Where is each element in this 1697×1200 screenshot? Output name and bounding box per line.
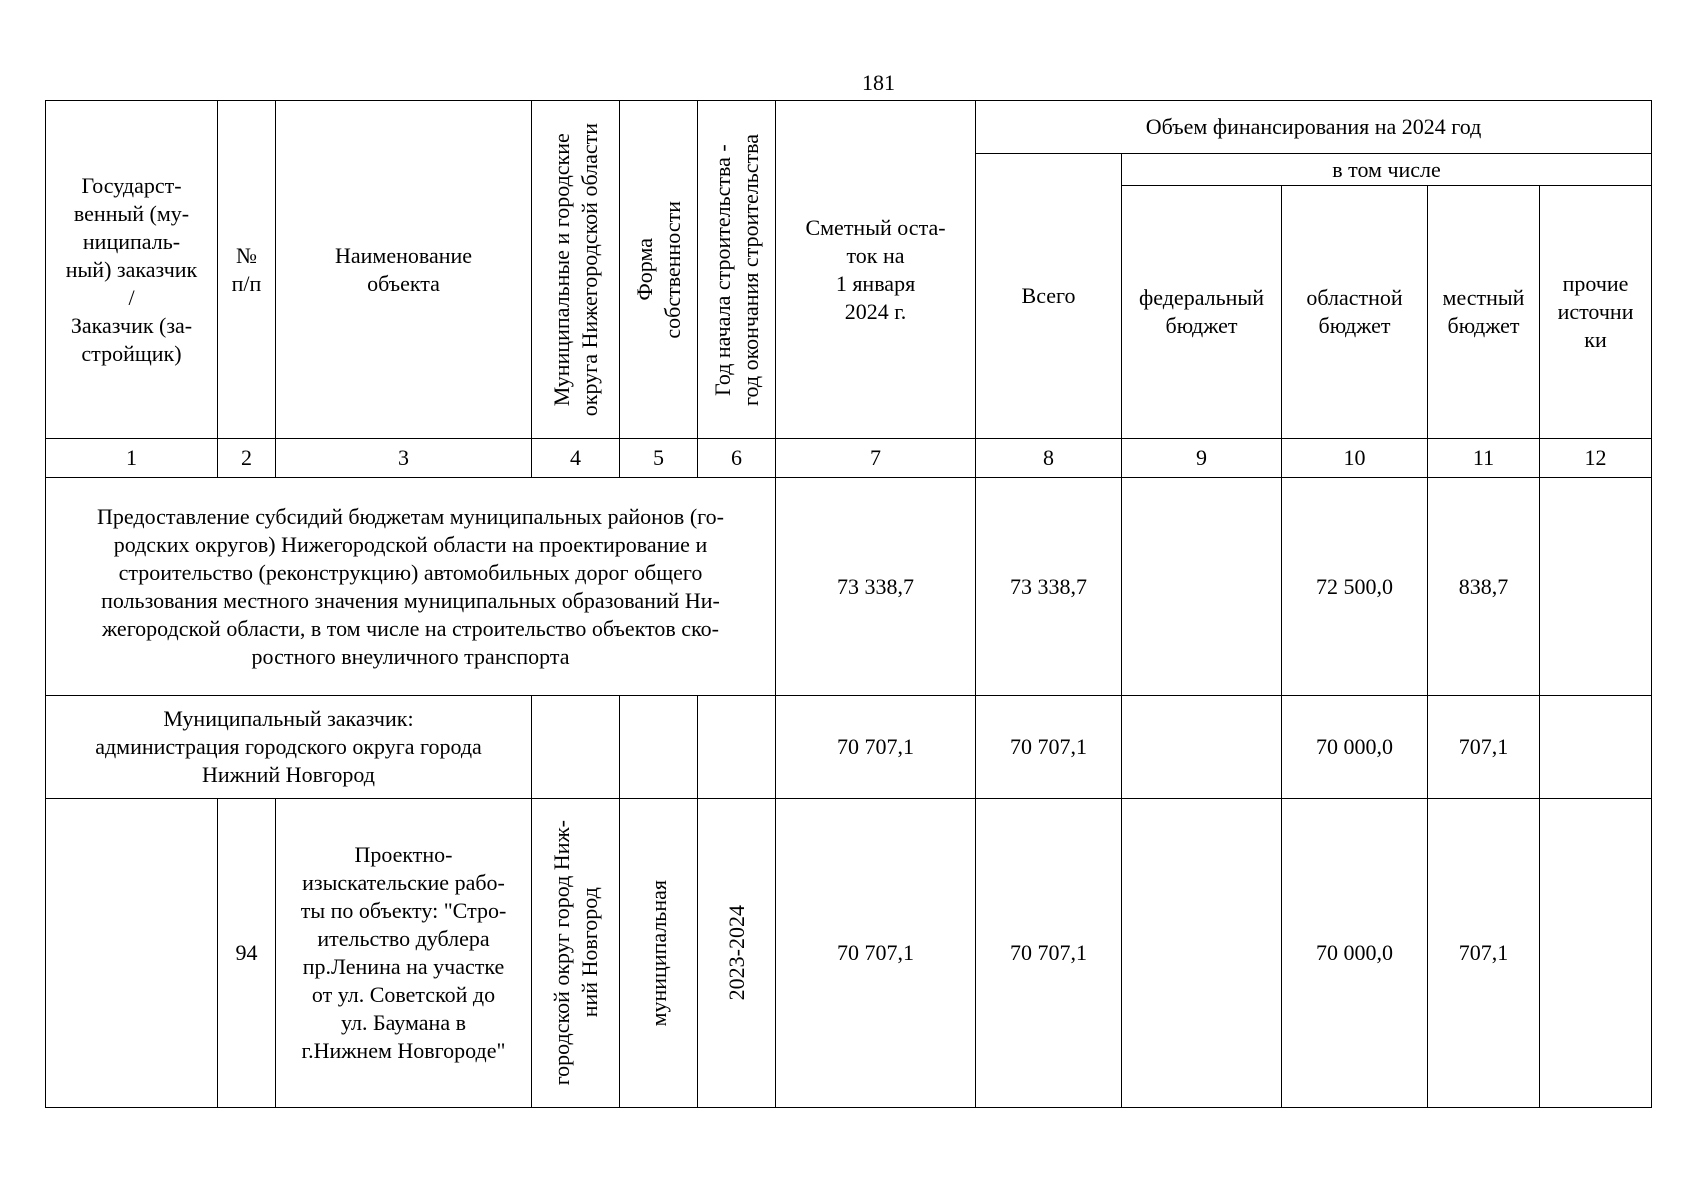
section-local: 838,7 (1428, 478, 1540, 696)
column-number-row (46, 439, 1652, 478)
object-other (1540, 799, 1652, 1108)
object-municipal (532, 799, 620, 1108)
header-municipal (532, 101, 620, 439)
object-regional: 70 000,0 (1282, 799, 1428, 1108)
header-financing: Объем финансирования на 2024 год (976, 101, 1652, 154)
header-including: в том числе (1122, 154, 1652, 186)
header-row-1 (46, 101, 1652, 154)
customer-row (46, 696, 1652, 799)
header-num: № п/п (218, 101, 276, 439)
customer-local: 707,1 (1428, 696, 1540, 799)
column-number: 11 (1428, 439, 1540, 478)
page-number: 181 (862, 70, 895, 95)
header-customer: Государст- венный (му- ниципаль- ный) заказчик / Заказчик (за- стройщик) (46, 101, 218, 439)
header-years-text: Год начала строительства - год окончания строительства (709, 133, 763, 406)
column-number: 4 (532, 439, 620, 478)
header-years (698, 101, 776, 439)
section-row (46, 478, 1652, 696)
section-regional: 72 500,0 (1282, 478, 1428, 696)
section-estimate: 73 338,7 (776, 478, 976, 696)
column-number: 10 (1282, 439, 1428, 478)
object-num: 94 (218, 799, 276, 1108)
object-name: Проектно- изыскательские рабо- ты по объекту: "Стро- ительство дублера пр.Ленина на участке от ул. Советской до ул. Баумана в г.Нижнем Новгороде" (276, 799, 532, 1108)
section-total: 73 338,7 (976, 478, 1122, 696)
header-municipal-text: Муниципальные и городские округа Нижегородской области (548, 122, 602, 417)
object-years-text: 2023-2024 (723, 905, 749, 1001)
header-object-name: Наименование объекта (276, 101, 532, 439)
section-title: Предоставление субсидий бюджетам муниципальных районов (го- родских округов) Нижегородской области на проектирование и строительство (реконструкцию) автомобильных дорог общего пользования местного значения муниципальных образований Ни- жегородской области, в том числе на строительство объектов ско- ростного внеуличного транспорта (46, 478, 776, 696)
customer-title: Муниципальный заказчик: администрация городского округа города Нижний Новгород (46, 696, 532, 799)
column-number: 6 (698, 439, 776, 478)
customer-federal (1122, 696, 1282, 799)
object-years (698, 799, 776, 1108)
financing-table (45, 100, 1652, 1108)
customer-ownership (620, 696, 698, 799)
object-estimate: 70 707,1 (776, 799, 976, 1108)
header-regional: областной бюджет (1282, 186, 1428, 439)
object-ownership-text: муниципальная (645, 879, 671, 1027)
customer-total: 70 707,1 (976, 696, 1122, 799)
object-federal (1122, 799, 1282, 1108)
column-number: 5 (620, 439, 698, 478)
header-local: местный бюджет (1428, 186, 1540, 439)
customer-other (1540, 696, 1652, 799)
header-other: прочие источни ки (1540, 186, 1652, 439)
customer-municipal (532, 696, 620, 799)
object-row (46, 799, 1652, 1108)
column-number: 8 (976, 439, 1122, 478)
header-estimate: Сметный оста- ток на 1 января 2024 г. (776, 101, 976, 439)
header-total: Всего (976, 154, 1122, 439)
column-number: 2 (218, 439, 276, 478)
customer-years (698, 696, 776, 799)
section-other (1540, 478, 1652, 696)
object-ownership (620, 799, 698, 1108)
column-number: 1 (46, 439, 218, 478)
column-number: 9 (1122, 439, 1282, 478)
object-municipal-text: городской округ город Ниж- ний Новгород (548, 820, 602, 1086)
header-ownership-text: Форма собственности (631, 200, 685, 339)
object-total: 70 707,1 (976, 799, 1122, 1108)
customer-estimate: 70 707,1 (776, 696, 976, 799)
customer-regional: 70 000,0 (1282, 696, 1428, 799)
column-number: 12 (1540, 439, 1652, 478)
header-ownership (620, 101, 698, 439)
column-number: 7 (776, 439, 976, 478)
object-customer (46, 799, 218, 1108)
column-number: 3 (276, 439, 532, 478)
section-federal (1122, 478, 1282, 696)
header-federal: федеральный бюджет (1122, 186, 1282, 439)
object-local: 707,1 (1428, 799, 1540, 1108)
